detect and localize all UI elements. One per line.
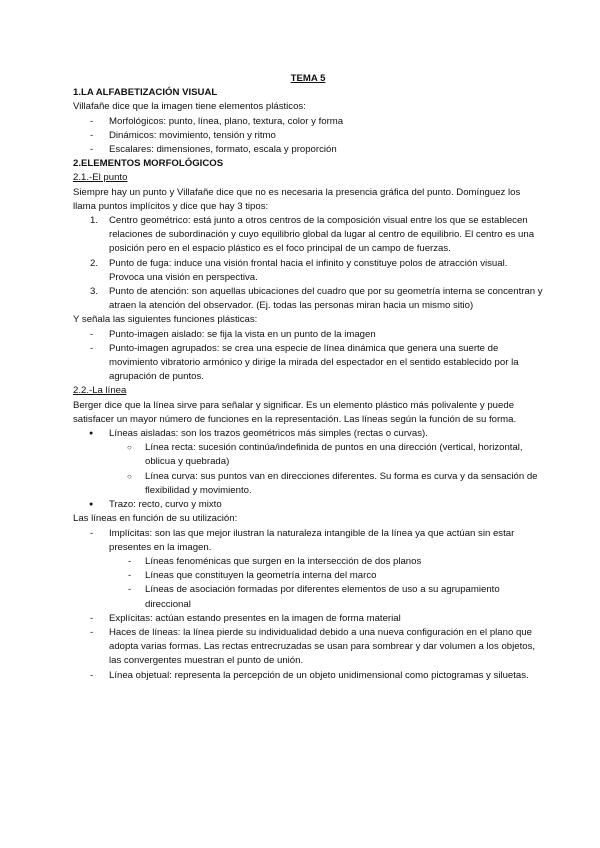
list-item: - Dinámicos: movimiento, tensión y ritmo bbox=[73, 129, 543, 143]
list-item-text: Punto de atención: son aquellas ubicaciones del cuadro que por su geometría interna se concentran y atraen la atención del observador. (Ej. todas las personas miran hacia un mismo sitio) bbox=[109, 286, 543, 312]
list-item: ● Líneas aisladas: son los trazos geométricos más simples (rectas o curvas). bbox=[73, 427, 543, 441]
section-1-heading: 1.LA ALFABETIZACIÓN VISUAL bbox=[73, 87, 218, 99]
plastic-elements-list bbox=[73, 115, 543, 158]
list-item: ○ Línea curva: sus puntos van en direcciones diferentes. Su forma es curva y da sensación de flexibilidad y movimiento. bbox=[73, 470, 543, 498]
list-number: 2. bbox=[90, 257, 99, 269]
subsection-punto-heading: 2.1.-El punto bbox=[73, 172, 128, 184]
list-item: - Implícitas: son las que mejor ilustran la naturaleza intangible de la línea ya que actúan sin estar presentes en la imagen. bbox=[73, 527, 543, 555]
list-item: - Escalares: dimensiones, formato, escala y proporción bbox=[73, 143, 543, 157]
list-item: - Punto-imagen aislado: se fija la vista en un punto de la imagen bbox=[73, 328, 543, 342]
functions-intro: Y señala las siguientes funciones plásticas: bbox=[73, 314, 258, 326]
linea-form-list bbox=[73, 427, 543, 441]
document-page bbox=[73, 72, 543, 683]
list-number: 1. bbox=[90, 215, 99, 227]
section-1-intro: Villafañe dice que la imagen tiene elementos plásticos: bbox=[73, 101, 306, 113]
implicitas-sublist bbox=[73, 555, 543, 612]
list-item: ○ Línea recta: sucesión continúa/indefinida de puntos en una dirección (vertical, horizontal, oblicua y quebrada) bbox=[73, 441, 543, 469]
subsection-linea-heading: 2.2.-La línea bbox=[73, 385, 127, 397]
list-number: 3. bbox=[90, 286, 99, 298]
list-item: - Líneas que constituyen la geometría interna del marco bbox=[73, 569, 543, 583]
list-item bbox=[73, 214, 543, 257]
linea-utilizacion-list-cont bbox=[73, 612, 543, 683]
list-item-text: Punto de fuga: induce una visión frontal hacia el infinito y constituye polos de atracción visual. Provoca una visión en perspectiva. bbox=[109, 257, 508, 283]
list-item: ● Trazo: recto, curvo y mixto bbox=[73, 498, 543, 512]
linea-utilizacion-list bbox=[73, 527, 543, 555]
list-item bbox=[73, 257, 543, 285]
list-item: - Haces de líneas: la línea pierde su individualidad debido a una nueva configuración en el plano que adopta varias formas. Las rectas entrecruzadas se usan para sombrear y dar volumen a los objetos, las convergentes muestran el punto de unión. bbox=[73, 626, 543, 669]
list-item: - Líneas de asociación formadas por diferentes elementos de uso a su agrupamiento direccional bbox=[73, 583, 543, 611]
punto-types-list bbox=[73, 214, 543, 313]
section-2-heading: 2.ELEMENTOS MORFOLÓGICOS bbox=[73, 158, 224, 170]
list-item: - Línea objetual: representa la percepción de un objeto unidimensional como pictogramas y siluetas. bbox=[73, 669, 543, 683]
punto-intro: Siempre hay un punto y Villafañe dice que no es necesaria la presencia gráfica del punto. Domínguez los llama puntos implícitos y dice que hay 3 tipos: bbox=[73, 186, 521, 212]
document-title: TEMA 5 bbox=[290, 73, 326, 84]
linea-intro: Berger dice que la línea sirve para señalar y significar. Es un elemento plástico más polivalente y puede satisfacer un mayor número de funciones en la representación. Las líneas según la función de su forma. bbox=[73, 399, 517, 425]
list-item bbox=[73, 285, 543, 313]
list-item-text: Centro geométrico: está junto a otros centros de la composición visual entre los que se establecen relaciones de subordinación y cuyo equilibrio global da lugar al centro de equilibrio. El centro es una posición pero en el espacio plástico es el foco principal de un campo de fuerzas. bbox=[109, 215, 535, 255]
punto-functions-list bbox=[73, 328, 543, 385]
utilizacion-intro: Las líneas en función de su utilización: bbox=[73, 513, 238, 525]
list-item: - Morfológicos: punto, línea, plano, textura, color y forma bbox=[73, 115, 543, 129]
list-item: - Punto-imagen agrupados: se crea una especie de línea dinámica que genera una suerte de movimiento vibratorio armónico y dirige la mirada del espectador en el sentido establecido por la agrupación de puntos. bbox=[73, 342, 543, 385]
list-item: - Líneas fenoménicas que surgen en la intersección de dos planos bbox=[73, 555, 543, 569]
linea-trazo-list bbox=[73, 498, 543, 512]
list-item: - Explícitas: actúan estando presentes en la imagen de forma material bbox=[73, 612, 543, 626]
linea-aisladas-sublist bbox=[73, 441, 543, 498]
